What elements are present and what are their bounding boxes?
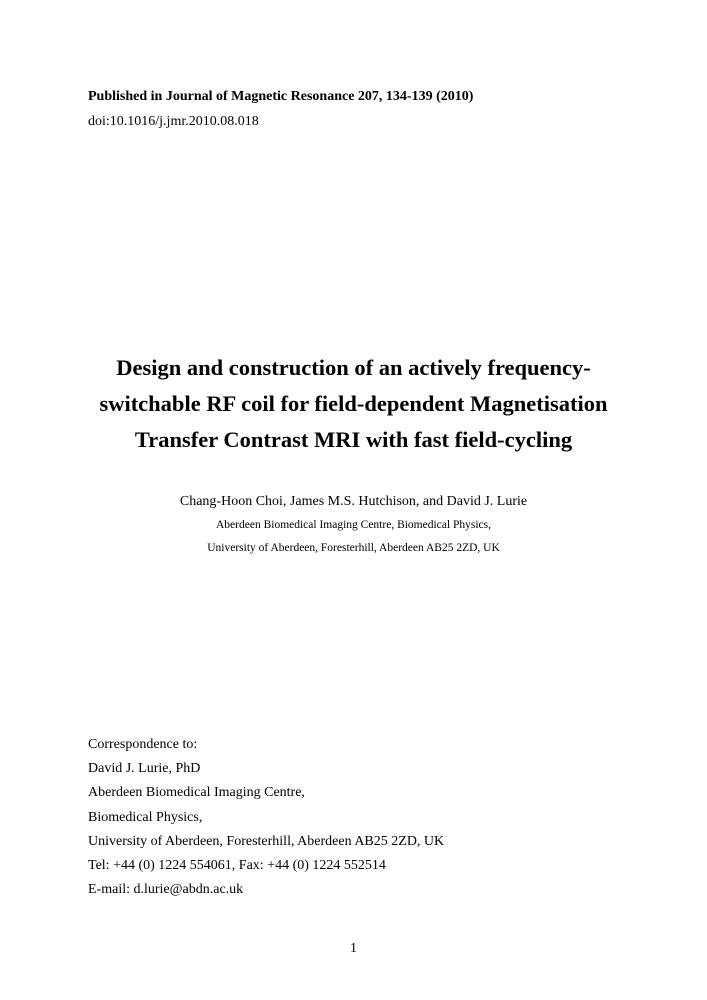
title-line: switchable RF coil for field-dependent Magnetisation [99,391,608,416]
affiliation-line: University of Aberdeen, Foresterhill, Aberdeen AB25 2ZD, UK [207,542,500,554]
doi: doi:10.1016/j.jmr.2010.08.018 [88,114,259,129]
correspondence-address: University of Aberdeen, Foresterhill, Aberdeen AB25 2ZD, UK [88,833,445,849]
paper-title [60,350,647,458]
correspondence-block [88,733,444,902]
correspondence-heading: Correspondence to: [88,737,198,752]
correspondence-institute: Aberdeen Biomedical Imaging Centre, [88,785,305,801]
page-number: 1 [350,941,357,956]
affiliation-line: Aberdeen Biomedical Imaging Centre, Biomedical Physics, [216,519,491,531]
author-list: Chang-Hoon Choi, James M.S. Hutchison, and David J. Lurie [179,494,528,509]
correspondence-name: David J. Lurie, PhD [88,761,201,777]
title-line: Transfer Contrast MRI with fast field-cycling [134,427,573,452]
correspondence-department: Biomedical Physics, [88,809,203,825]
correspondence-email: E-mail: d.lurie@abdn.ac.uk [88,882,244,898]
publication-info: Published in Journal of Magnetic Resonance 207, 134-139 (2010) [88,89,474,104]
correspondence-phone: Tel: +44 (0) 1224 554061, Fax: +44 (0) 1224 552514 [88,858,386,874]
title-line: Design and construction of an actively frequency- [116,355,591,380]
